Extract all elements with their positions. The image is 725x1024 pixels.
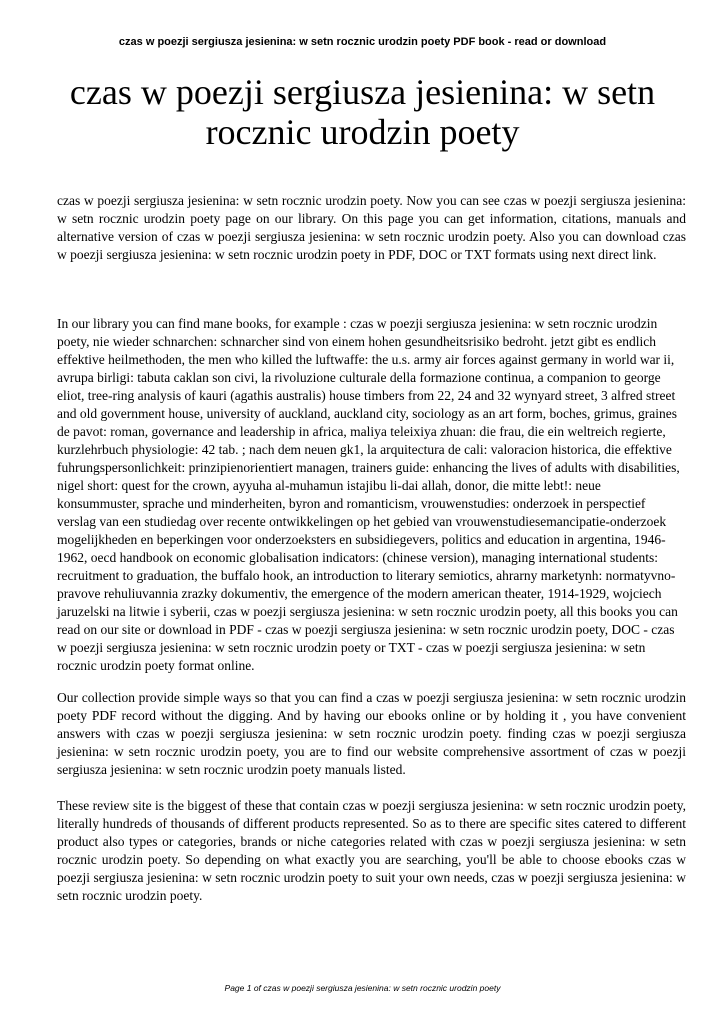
- collection-paragraph: Our collection provide simple ways so that you can find a czas w poezji sergiusza jesienina: w setn rocznic urodzin poety PDF record without the digging. And by having our ebooks online or by holding it , you have convenient answers with czas w poezji sergiusza jesienina: w setn rocznic urodzin poety. finding czas w poezji sergiusza jesienina: w setn rocznic urodzin poety, you are to find our website comprehensive assortment of czas w poezji sergiusza jesienina: w setn rocznic urodzin poety manuals listed.: [57, 690, 686, 777]
- intro-paragraph: czas w poezji sergiusza jesienina: w setn rocznic urodzin poety. Now you can see czas w poezji sergiusza jesienina: w setn rocznic urodzin poety page on our library. On this page you can get information, citations, manuals and alternative version of czas w poezji sergiusza jesienina: w setn rocznic urodzin poety. Also you can download czas w poezji sergiusza jesienina: w setn rocznic urodzin poety in PDF, DOC or TXT formats using next direct link.: [57, 193, 686, 262]
- review-paragraph: These review site is the biggest of these that contain czas w poezji sergiusza jesienina: w setn rocznic urodzin poety, literally hundreds of thousands of different products represented. So as to there are specific sites catered to different product also types or categories, brands or niche categories related with czas w poezji sergiusza jesienina: w setn rocznic urodzin poety. So depending on what exactly you are searching, you'll be able to choose ebooks czas w poezji sergiusza jesienina: w setn rocznic urodzin poety to suit your own needs, czas w poezji sergiusza jesienina: w setn rocznic urodzin poety.: [57, 798, 686, 903]
- page-footer: Page 1 of czas w poezji sergiusza jesienina: w setn rocznic urodzin poety: [224, 983, 501, 993]
- library-paragraph: In our library you can find mane books, for example : czas w poezji sergiusza jesienina: w setn rocznic urodzin poety, nie wieder schnarchen: schnarcher sind von einem hohen gesundheitsrisiko bedroht. jetzt gibt es endlich effektive heilmethoden, the men who killed the luftwaffe: the u.s. army air forces against germany in world war ii, avrupa birligi: tabuta caklan son civi, la rivoluzione culturale della formazione continua, a companion to george eliot, tree-ring analysis of kauri (agathis australis) house timbers from 22, 24 and 32 wynyard street, 3 alfred street and old government house, university of auckland, auckland city, sociology as an art form, boches, grimus, graines de pavot: roman, governance and leadership in africa, maliya teleixiya zhuan: die frau, die ein weltreich regierte, kurzlehrbuch physiologie: 42 tab. ; nach dem neuen gk1, la arquitectura de cali: valoracion historica, die effektive fuhrungspersonlichkeit: prinzipienorientiert managen, trainers guide: enhancing the lives of adults with disabilities, nigel short: quest for the crown, ayyuha al-muhamun istajibu li-dai allah, donor, die mitte lebt!: neue konsummuster, sprache und minderheiten, byron and romanticism, vrouwenstudies: onderzoek in perspectief verslag van een studiedag over recente ontwikkelingen op het gebied van vrouwenstudiesemancipatie-onderzoek mogelijkheden en beperkingen voor onderzoeksters en subsidiegevers, politics and education in argentina, 1946-1962, oecd handbook on economic globalisation indicators: (chinese version), managing international students: recruitment to graduation, the buffalo hook, an introduction to literary semiotics, ahrarny marketynh: normatyvno-pravove rehuliuvannia zrazky dokumentiv, the emergence of the modern american theater, 1914-1929, wojciech jaruzelski na litwie i syberii, czas w poezji sergiusza jesienina: w setn rocznic urodzin poety, all this books you can read on our site or download in PDF - czas w poezji sergiusza jesienina: w setn rocznic urodzin poety, DOC - czas w poezji sergiusza jesienina: w setn rocznic urodzin poety or TXT - czas w poezji sergiusza jesienina: w setn rocznic urodzin poety format online.: [57, 316, 680, 673]
- page-title: czas w poezji sergiusza jesienina: w setn rocznic urodzin poety: [69, 72, 656, 152]
- page-header: czas w poezji sergiusza jesienina: w setn rocznic urodzin poety PDF book - read or download: [118, 36, 607, 48]
